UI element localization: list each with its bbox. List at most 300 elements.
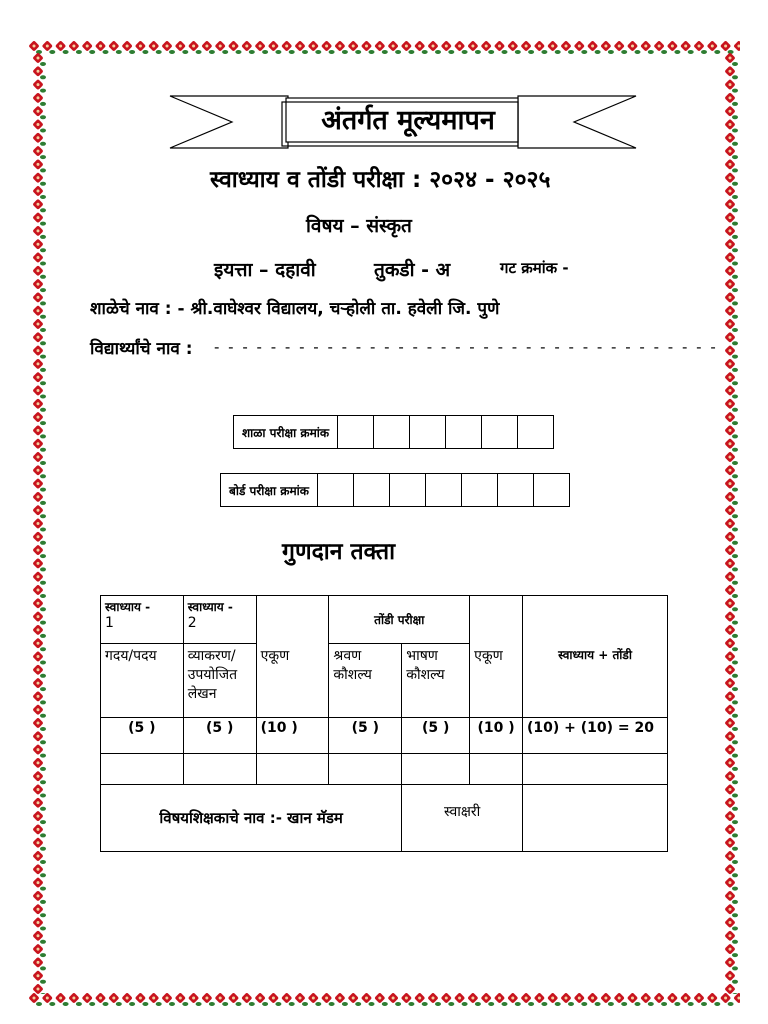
flower-motif (32, 318, 46, 332)
flower-motif (724, 890, 738, 904)
flower-motif (228, 992, 242, 1006)
marks-table-title: गुणदान तक्ता (282, 539, 396, 565)
flower-motif (724, 771, 738, 785)
flower-motif (724, 345, 738, 359)
max-marks-total1: (10 ) (256, 718, 329, 754)
school-name-line: शाळेचे नाव : - श्री.वाघेश्वर विद्यालय, चऱ्होली ता. हवेली जि. पुणे (90, 299, 500, 319)
score-cell[interactable] (470, 754, 523, 785)
flower-motif (294, 992, 308, 1006)
swadhyay2-header (183, 596, 256, 644)
flower-motif (724, 917, 738, 931)
division-line: तुकडी - अ (374, 259, 451, 281)
flower-motif (494, 40, 508, 54)
flower-motif (724, 358, 738, 372)
flower-motif (201, 992, 215, 1006)
flower-motif (724, 810, 738, 824)
flower-motif (724, 239, 738, 253)
digit-cell[interactable] (518, 416, 554, 449)
flower-motif (32, 225, 46, 239)
flower-motif (32, 970, 46, 984)
flower-motif (254, 992, 268, 1006)
flower-motif (724, 638, 738, 652)
total2-label: एकूण (474, 648, 503, 664)
marks-table (100, 595, 668, 852)
flower-motif (724, 757, 738, 771)
subject-line: विषय – संस्कृत (306, 215, 412, 237)
flower-motif (215, 40, 229, 54)
flower-motif (188, 992, 202, 1006)
school-exam-number-label: शाळा परीक्षा क्रमांक (234, 416, 338, 449)
flower-motif (32, 624, 46, 638)
flower-motif (667, 992, 681, 1006)
flower-motif (32, 638, 46, 652)
flower-motif (32, 358, 46, 372)
flower-motif (724, 199, 738, 213)
flower-motif (42, 992, 56, 1006)
flower-motif (32, 505, 46, 519)
flower-motif (560, 992, 574, 1006)
flower-motif (574, 40, 588, 54)
flower-motif (724, 225, 738, 239)
flower-motif (55, 992, 69, 1006)
digit-cell[interactable] (446, 416, 482, 449)
flower-motif (135, 992, 149, 1006)
flower-motif (427, 992, 441, 1006)
max-marks-total2: (10 ) (470, 718, 523, 754)
flower-motif (600, 992, 614, 1006)
floral-border-left (30, 52, 46, 994)
signature-cell[interactable] (523, 785, 668, 852)
flower-motif (241, 40, 255, 54)
flower-motif (494, 992, 508, 1006)
flower-motif (32, 664, 46, 678)
flower-motif (724, 957, 738, 971)
flower-motif (32, 691, 46, 705)
total1-label: एकूण (260, 648, 290, 664)
bhashan-label: भाषण कौशल्य (406, 648, 445, 683)
flower-motif (653, 992, 667, 1006)
flower-motif (32, 890, 46, 904)
flower-motif (281, 992, 295, 1006)
flower-motif (32, 145, 46, 159)
flower-motif (720, 992, 734, 1006)
flower-motif (32, 172, 46, 186)
flower-motif (82, 40, 96, 54)
flower-motif (32, 810, 46, 824)
flower-motif (724, 943, 738, 957)
flower-motif (724, 624, 738, 638)
flower-motif (32, 677, 46, 691)
flower-motif (724, 611, 738, 625)
flower-motif (215, 992, 229, 1006)
flower-motif (724, 385, 738, 399)
gadya-header (101, 644, 184, 718)
flower-motif (32, 372, 46, 386)
flower-motif (427, 40, 441, 54)
flower-motif (574, 992, 588, 1006)
digit-cell[interactable] (318, 474, 354, 507)
flower-motif (348, 992, 362, 1006)
flower-motif (161, 40, 175, 54)
flower-motif (281, 40, 295, 54)
flower-motif (228, 40, 242, 54)
flower-motif (724, 744, 738, 758)
flower-motif (294, 40, 308, 54)
flower-motif (32, 917, 46, 931)
flower-motif (547, 992, 561, 1006)
score-cell[interactable] (329, 754, 402, 785)
flower-motif (724, 159, 738, 173)
flower-motif (724, 518, 738, 532)
gadya-label: गदय/पदय (105, 648, 157, 664)
board-exam-number-label: बोर्ड परीक्षा क्रमांक (221, 474, 318, 507)
flower-motif (32, 717, 46, 731)
flower-motif (560, 40, 574, 54)
flower-motif (321, 992, 335, 1006)
flower-motif (32, 904, 46, 918)
flower-motif (374, 40, 388, 54)
flower-motif (32, 265, 46, 279)
student-name-blank: - - - - - - - - - - - - - - - - - - - - - - - - - - - - - - - - - - - - (214, 338, 718, 356)
flower-motif (32, 651, 46, 665)
digit-cell[interactable] (534, 474, 570, 507)
flower-motif (724, 132, 738, 146)
flower-motif (361, 40, 375, 54)
flower-motif (32, 106, 46, 120)
flower-motif (724, 904, 738, 918)
digit-cell[interactable] (410, 416, 446, 449)
teacher-name: विषयशिक्षकाचे नाव :- खान मॅडम (101, 785, 402, 852)
flower-motif (724, 717, 738, 731)
flower-motif (32, 558, 46, 572)
flower-motif (724, 691, 738, 705)
flower-motif (724, 212, 738, 226)
flower-motif (32, 159, 46, 173)
flower-motif (724, 664, 738, 678)
flower-motif (387, 40, 401, 54)
flower-motif (414, 992, 428, 1006)
flower-motif (724, 505, 738, 519)
flower-motif (32, 478, 46, 492)
flower-motif (481, 992, 495, 1006)
flower-motif (724, 425, 738, 439)
digit-cell[interactable] (482, 416, 518, 449)
flower-motif (724, 837, 738, 851)
flower-motif (268, 992, 282, 1006)
flower-motif (724, 292, 738, 306)
swadhyay1-label: स्वाध्याय - (105, 600, 151, 614)
flower-motif (724, 677, 738, 691)
flower-motif (321, 40, 335, 54)
flower-motif (32, 119, 46, 133)
flower-motif (724, 106, 738, 120)
flower-motif (32, 584, 46, 598)
flower-motif (640, 40, 654, 54)
flower-motif (121, 992, 135, 1006)
flower-motif (724, 66, 738, 80)
flower-motif (68, 40, 82, 54)
flower-motif (733, 992, 740, 1006)
flower-motif (507, 40, 521, 54)
flower-motif (121, 40, 135, 54)
flower-motif (401, 40, 415, 54)
flower-motif (724, 731, 738, 745)
flower-motif (95, 40, 109, 54)
flower-motif (32, 398, 46, 412)
flower-motif (32, 66, 46, 80)
flower-motif (520, 40, 534, 54)
flower-motif (507, 992, 521, 1006)
flower-motif (32, 824, 46, 838)
flower-motif (724, 398, 738, 412)
flower-motif (32, 252, 46, 266)
flower-motif (547, 40, 561, 54)
flower-motif (724, 877, 738, 891)
flower-motif (724, 558, 738, 572)
flower-motif (32, 185, 46, 199)
floral-border-top (28, 38, 740, 54)
flower-motif (481, 40, 495, 54)
flower-motif (724, 704, 738, 718)
flower-motif (148, 40, 162, 54)
flower-motif (82, 992, 96, 1006)
flower-motif (32, 305, 46, 319)
flower-motif (32, 425, 46, 439)
digit-cell[interactable] (354, 474, 390, 507)
flower-motif (32, 531, 46, 545)
flower-motif (724, 305, 738, 319)
flower-motif (724, 145, 738, 159)
digit-cell[interactable] (426, 474, 462, 507)
flower-motif (724, 438, 738, 452)
flower-motif (724, 465, 738, 479)
flower-motif (600, 40, 614, 54)
flower-motif (724, 797, 738, 811)
flower-motif (467, 992, 481, 1006)
flower-motif (188, 40, 202, 54)
flower-motif (32, 744, 46, 758)
flower-motif (68, 992, 82, 1006)
vyakaran-label: व्याकरण/ उपयोजित लेखन (187, 648, 238, 702)
flower-motif (627, 992, 641, 1006)
flower-motif (680, 40, 694, 54)
flower-motif (724, 185, 738, 199)
flower-motif (32, 332, 46, 346)
oral-exam-label: तोंडी परीक्षा (374, 613, 425, 627)
flower-motif (414, 40, 428, 54)
digit-cell[interactable] (498, 474, 534, 507)
flower-motif (161, 992, 175, 1006)
flower-motif (724, 491, 738, 505)
swadhyay1-header (101, 596, 184, 644)
flower-motif (724, 930, 738, 944)
max-marks-grand: (10) + (10) = 20 (523, 718, 668, 754)
flower-motif (28, 992, 42, 1006)
school-exam-number-box (233, 415, 554, 449)
flower-motif (614, 992, 628, 1006)
max-marks-gadya: (5 ) (101, 718, 184, 754)
flower-motif (32, 943, 46, 957)
flower-motif (724, 52, 738, 66)
flower-motif (32, 544, 46, 558)
student-name-label: विद्यार्थ्यांचे नाव : (90, 339, 193, 359)
flower-motif (32, 52, 46, 66)
flower-motif (32, 864, 46, 878)
flower-motif (724, 850, 738, 864)
floral-border-bottom (28, 990, 740, 1006)
flower-motif (724, 864, 738, 878)
flower-motif (32, 797, 46, 811)
flower-motif (334, 992, 348, 1006)
score-cell[interactable] (101, 754, 184, 785)
flower-motif (175, 40, 189, 54)
max-marks-vyakaran: (5 ) (183, 718, 256, 754)
flower-motif (724, 451, 738, 465)
flower-motif (32, 411, 46, 425)
flower-motif (724, 824, 738, 838)
flower-motif (241, 992, 255, 1006)
flower-motif (534, 992, 548, 1006)
flower-motif (387, 992, 401, 1006)
flower-motif (724, 970, 738, 984)
flower-motif (724, 531, 738, 545)
flower-motif (627, 40, 641, 54)
flower-motif (32, 598, 46, 612)
bhashan-header (402, 644, 470, 718)
grand-total-header (523, 596, 668, 718)
flower-motif (32, 451, 46, 465)
flower-motif (724, 478, 738, 492)
flower-motif (441, 992, 455, 1006)
flower-motif (441, 40, 455, 54)
flower-motif (32, 930, 46, 944)
flower-motif (32, 438, 46, 452)
flower-motif (724, 784, 738, 798)
page-title: अंतर्गत मूल्यमापन (321, 105, 495, 136)
flower-motif (308, 992, 322, 1006)
flower-motif (32, 345, 46, 359)
flower-motif (361, 992, 375, 1006)
flower-motif (454, 992, 468, 1006)
flower-motif (32, 132, 46, 146)
flower-motif (724, 119, 738, 133)
flower-motif (724, 172, 738, 186)
score-cell[interactable] (402, 754, 470, 785)
flower-motif (334, 40, 348, 54)
flower-motif (32, 239, 46, 253)
exam-subtitle: स्वाध्याय व तोंडी परीक्षा : २०२४ - २०२५ (210, 167, 551, 193)
flower-motif (32, 757, 46, 771)
flower-motif (724, 544, 738, 558)
flower-motif (32, 731, 46, 745)
flower-motif (32, 957, 46, 971)
flower-motif (32, 92, 46, 106)
flower-motif (95, 992, 109, 1006)
score-cell[interactable] (523, 754, 668, 785)
flower-motif (724, 571, 738, 585)
signature-label: स्वाक्षरी (402, 785, 523, 852)
flower-motif (724, 252, 738, 266)
max-marks-bhashan: (5 ) (402, 718, 470, 754)
flower-motif (32, 491, 46, 505)
flower-motif (32, 611, 46, 625)
flower-motif (32, 465, 46, 479)
standard-line: इयत्ता – दहावी (214, 259, 316, 281)
flower-motif (374, 992, 388, 1006)
flower-motif (268, 40, 282, 54)
group-number-line: गट क्रमांक - (500, 259, 569, 277)
flower-motif (587, 40, 601, 54)
flower-motif (55, 40, 69, 54)
flower-motif (707, 40, 721, 54)
flower-motif (724, 598, 738, 612)
digit-cell[interactable] (462, 474, 498, 507)
flower-motif (32, 850, 46, 864)
flower-motif (32, 212, 46, 226)
flower-motif (32, 79, 46, 93)
flower-motif (108, 40, 122, 54)
flower-motif (454, 40, 468, 54)
flower-motif (587, 992, 601, 1006)
swadhyay2-number: 2 (187, 615, 197, 631)
max-marks-shravan: (5 ) (329, 718, 402, 754)
flower-motif (175, 992, 189, 1006)
flower-motif (724, 584, 738, 598)
flower-motif (724, 411, 738, 425)
flower-motif (32, 704, 46, 718)
swadhyay1-number: 1 (105, 615, 114, 631)
score-cell[interactable] (183, 754, 256, 785)
flower-motif (401, 992, 415, 1006)
flower-motif (32, 877, 46, 891)
floral-border-right (722, 52, 738, 994)
flower-motif (640, 992, 654, 1006)
shravan-header (329, 644, 402, 718)
digit-cell[interactable] (390, 474, 426, 507)
flower-motif (108, 992, 122, 1006)
flower-motif (680, 992, 694, 1006)
flower-motif (724, 92, 738, 106)
flower-motif (32, 385, 46, 399)
flower-motif (614, 40, 628, 54)
flower-motif (653, 40, 667, 54)
flower-motif (693, 992, 707, 1006)
flower-motif (467, 40, 481, 54)
flower-motif (32, 784, 46, 798)
score-cell[interactable] (256, 754, 329, 785)
flower-motif (534, 40, 548, 54)
flower-motif (724, 79, 738, 93)
digit-cell[interactable] (374, 416, 410, 449)
flower-motif (308, 40, 322, 54)
flower-motif (667, 40, 681, 54)
digit-cell[interactable] (338, 416, 374, 449)
flower-motif (348, 40, 362, 54)
flower-motif (148, 992, 162, 1006)
flower-motif (32, 518, 46, 532)
shravan-label: श्रवण कौशल्य (333, 648, 372, 683)
flower-motif (254, 40, 268, 54)
vyakaran-header (183, 644, 256, 718)
flower-motif (32, 571, 46, 585)
flower-motif (32, 771, 46, 785)
flower-motif (32, 292, 46, 306)
grand-total-label: स्वाध्याय + तोंडी (558, 648, 632, 662)
total2-header (470, 596, 523, 718)
flower-motif (724, 983, 738, 994)
flower-motif (693, 40, 707, 54)
flower-motif (724, 332, 738, 346)
